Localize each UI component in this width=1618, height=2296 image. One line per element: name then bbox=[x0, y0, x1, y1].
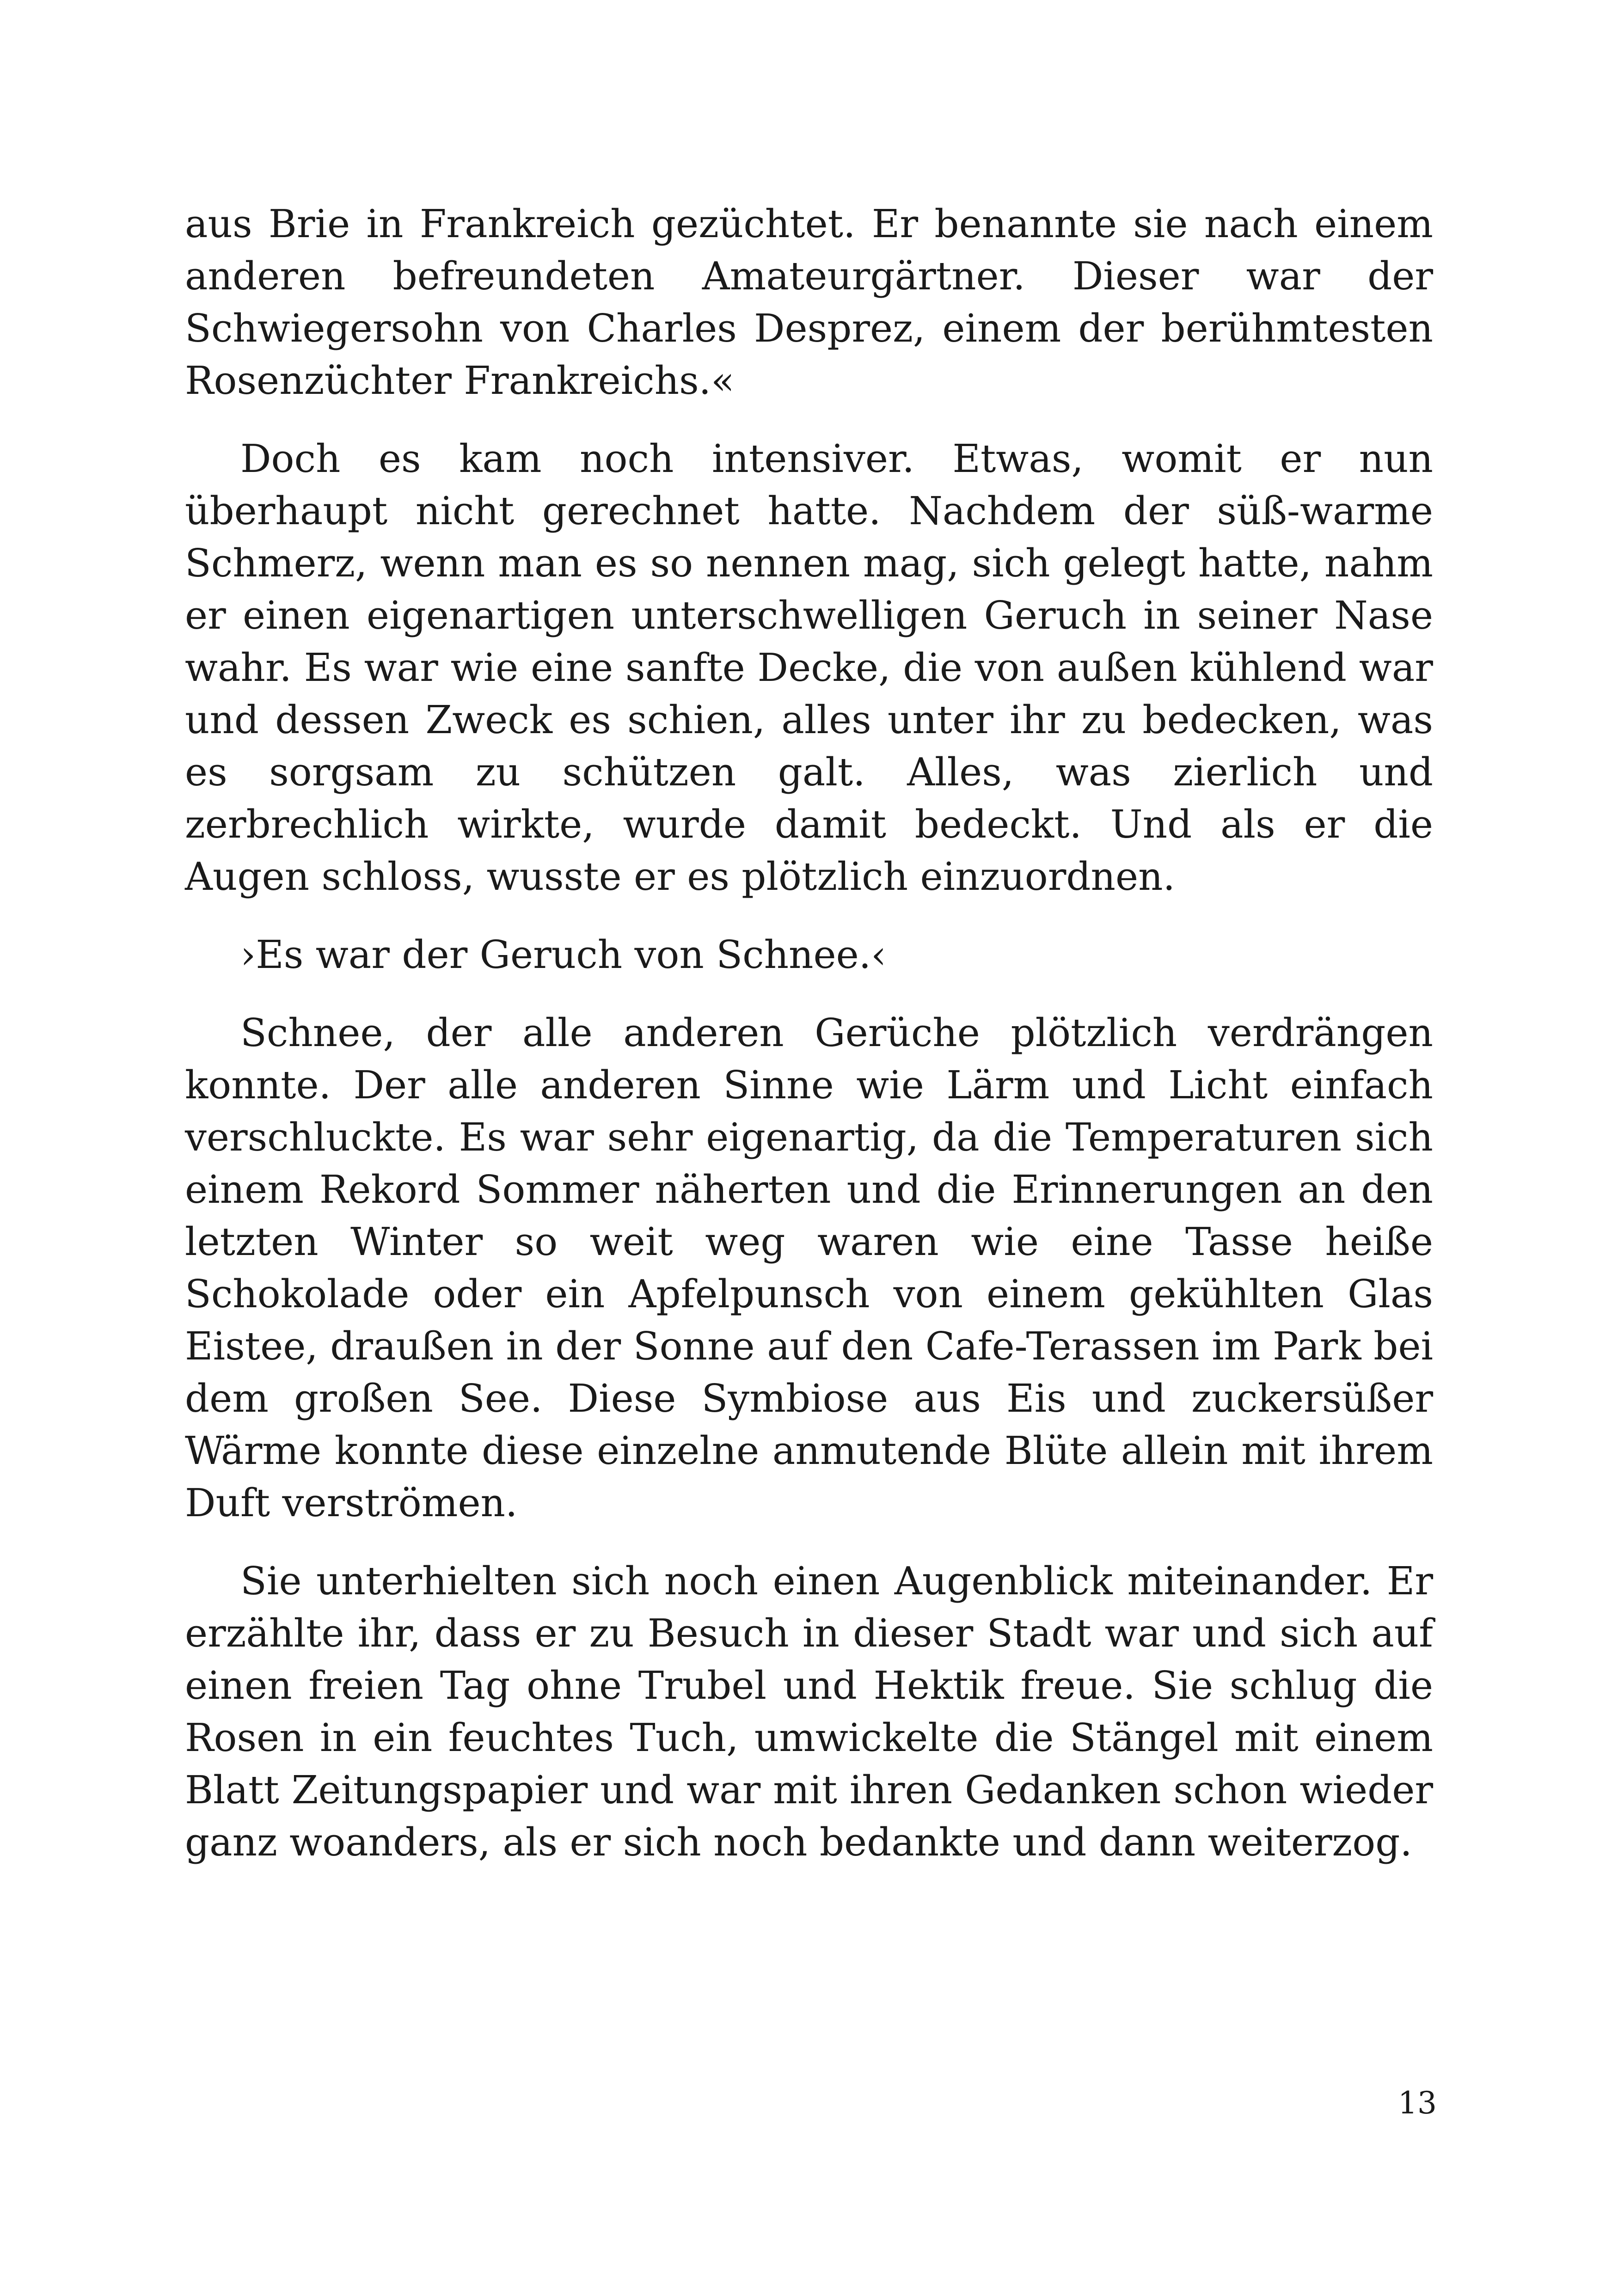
paragraph-snow-smell: Doch es kam noch intensiver. Etwas, womit er nun überhaupt nicht gerechnet hatte. Nachdem der süß-warme Schmerz, wenn man es so nennen mag, sich gelegt hatte, nahm er einen eigenartigen unterschwelligen Geruch in seiner Nase wahr. Es war wie eine sanfte Decke, die von außen kühlend war und dessen Zweck es schien, alles unter ihr zu bedecken, was es sorgsam zu schützen galt. Alles, was zierlich und zerbrechlich wirkte, wurde damit bedeckt. Und als er die Augen schloss, wusste er es plötzlich einzuordnen. bbox=[185, 436, 1433, 899]
paragraph-farewell: Sie unterhielten sich noch einen Augenblick miteinander. Er erzählte ihr, dass er zu Besuch in dieser Stadt war und sich auf einen freien Tag ohne Trubel und Hektik freue. Sie schlug die Rosen in ein feuchtes Tuch, umwickelte die Stängel mit einem Blatt Zeitungspapier und war mit ihren Gedanken schon wieder ganz woanders, als er sich noch bedankte und dann weiterzog. bbox=[185, 1559, 1433, 1865]
paragraph-quote: ›Es war der Geruch von Schnee.‹ bbox=[240, 932, 887, 977]
paragraph-snow: Schnee, der alle anderen Gerüche plötzlich verdrängen konnte. Der alle anderen Sinne wie Lärm und Licht einfach verschluckte. Es war sehr eigenartig, da die Temperaturen sich einem Rekord Sommer näherten und die Erinnerungen an den letzten Winter so weit weg waren wie eine Tasse heiße Schokolade oder ein Apfelpunsch von einem gekühlten Glas Eistee, draußen in der Sonne auf den Cafe-Terassen im Park bei dem großen See. Diese Symbiose aus Eis und zuckersüßer Wärme konnte diese einzelne anmutende Blüte allein mit ihrem Duft verströmen. bbox=[185, 1010, 1433, 1525]
paragraph-continuation: aus Brie in Frankreich gezüchtet. Er benannte sie nach einem anderen befreundeten Amateurgärtner. Dieser war der Schwiegersohn von Charles Desprez, einem der berühmtesten Rosenzüchter Frankreichs.« bbox=[185, 202, 1433, 403]
page-number: 13 bbox=[1398, 2085, 1437, 2121]
body-text bbox=[185, 198, 1433, 1894]
